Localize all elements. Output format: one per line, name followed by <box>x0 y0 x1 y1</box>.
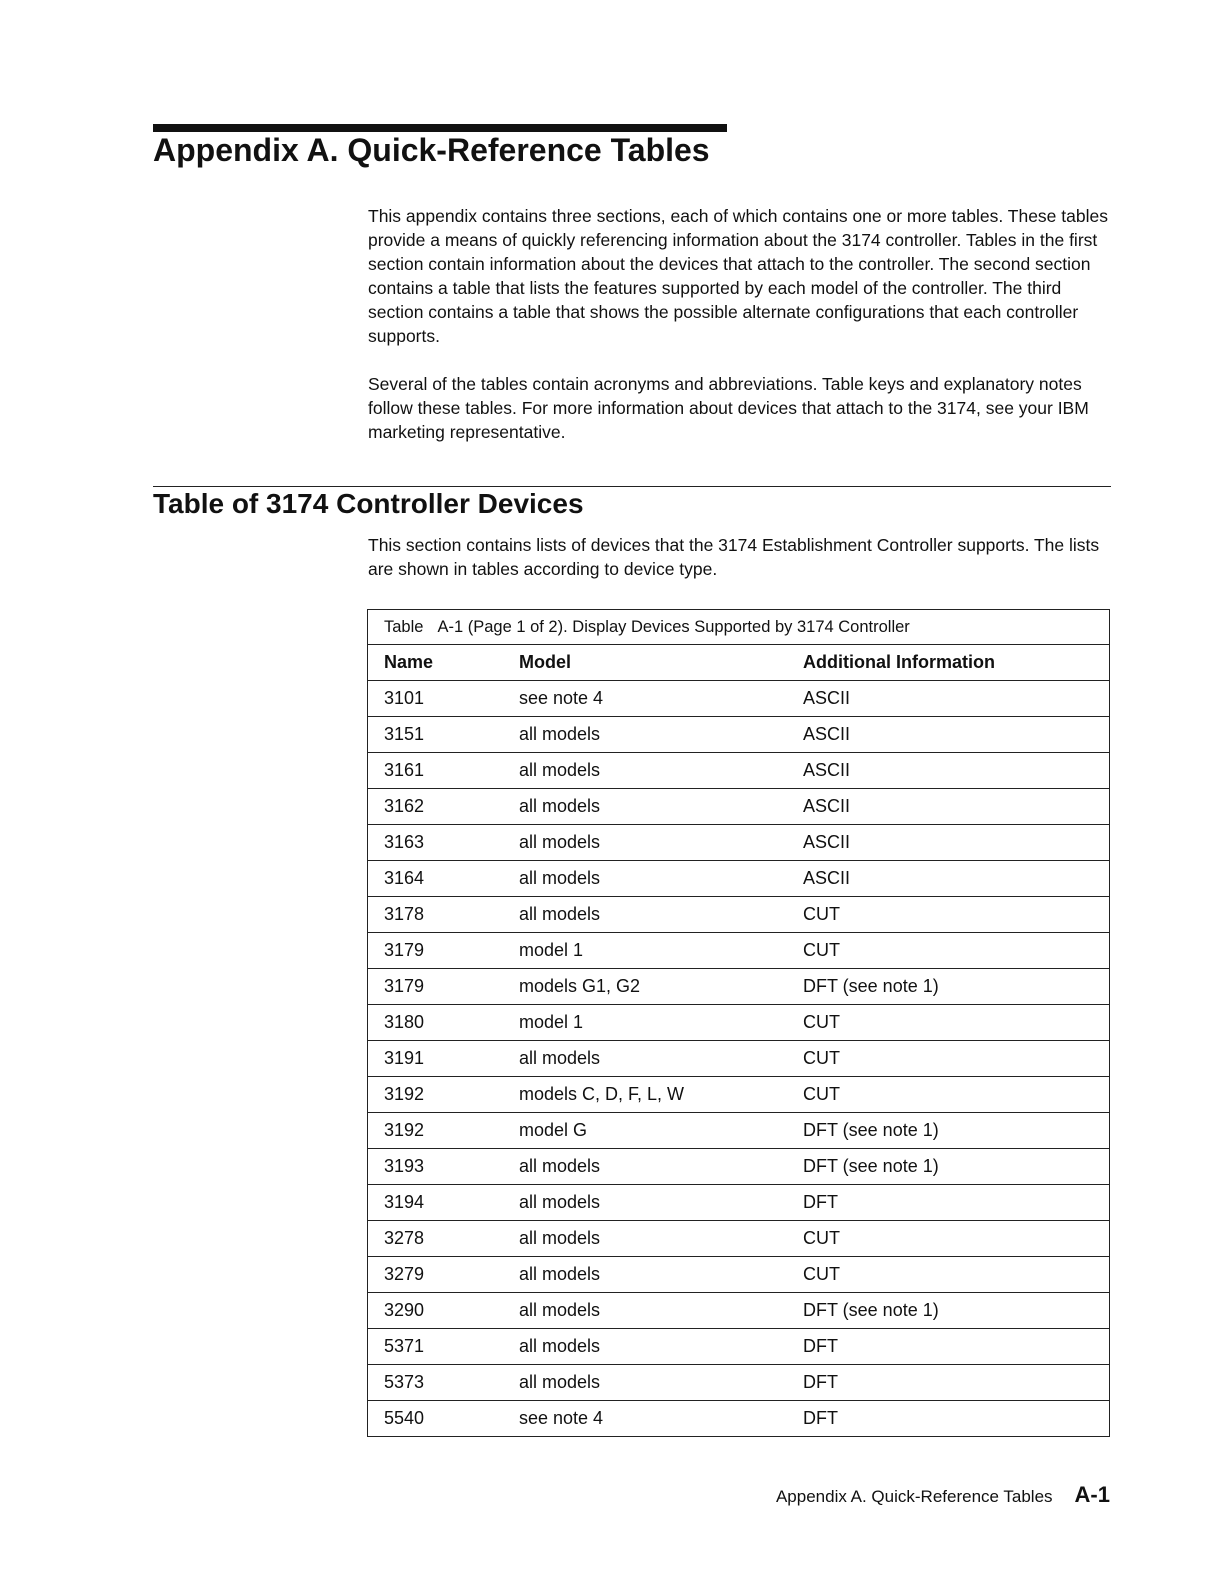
cell-model: all models <box>519 717 803 753</box>
table-row <box>368 933 1109 969</box>
cell-model: model 1 <box>519 933 803 969</box>
cell-model: all models <box>519 825 803 861</box>
cell-info: CUT <box>803 897 1109 933</box>
section-title: Table of 3174 Controller Devices <box>153 488 584 519</box>
cell-model: all models <box>519 1149 803 1185</box>
cell-info: DFT <box>803 1408 838 1428</box>
cell-name: 3161 <box>368 753 519 789</box>
cell-name: 3164 <box>368 861 519 897</box>
table-row <box>368 1293 1109 1329</box>
page-footer <box>776 1482 1110 1508</box>
cell-info: DFT (see note 1) <box>803 1149 1109 1185</box>
cell-name: 3279 <box>368 1257 519 1293</box>
table-row <box>368 1185 1109 1221</box>
cell-model: all models <box>519 1041 803 1077</box>
header-info: Additional Information <box>803 645 1109 681</box>
cell-info: DFT <box>803 1329 1109 1365</box>
cell-model: all models <box>519 1257 803 1293</box>
table-row <box>368 1329 1109 1365</box>
chapter-title: Appendix A. Quick-Reference Tables <box>153 132 710 168</box>
devices-grid <box>368 645 1109 1436</box>
cell-model: all models <box>519 753 803 789</box>
cell-model: all models <box>519 897 803 933</box>
cell-name: 3180 <box>368 1005 519 1041</box>
cell-name: 3194 <box>368 1185 519 1221</box>
cell-info: DFT <box>803 1365 1109 1401</box>
cell-info: ASCII <box>803 861 1109 897</box>
cell-name: 5373 <box>368 1365 519 1401</box>
cell-info: ASCII <box>803 789 1109 825</box>
table-row <box>368 1077 1109 1113</box>
page-number: A-1 <box>1074 1482 1110 1507</box>
table-row <box>368 1257 1109 1293</box>
table-caption-label: Table <box>384 618 424 636</box>
footer-title: Appendix A. Quick-Reference Tables <box>775 1487 1053 1506</box>
table-row <box>368 1041 1109 1077</box>
cell-info: CUT <box>803 1041 1109 1077</box>
table-row <box>368 753 1109 789</box>
cell-info: DFT (see note 1) <box>803 1293 1109 1329</box>
table-row <box>368 1401 1109 1437</box>
cell-info: CUT <box>803 1221 1109 1257</box>
cell-model: see note 4 <box>519 1408 604 1428</box>
cell-info: CUT <box>803 1005 1109 1041</box>
cell-info: DFT (see note 1) <box>803 969 1109 1005</box>
cell-info: ASCII <box>803 681 1109 717</box>
cell-model: all models <box>519 1221 803 1257</box>
cell-model: all models <box>519 1293 803 1329</box>
cell-name: 3151 <box>368 717 519 753</box>
cell-name: 3179 <box>368 969 519 1005</box>
table-row <box>368 789 1109 825</box>
cell-name: 3163 <box>368 825 519 861</box>
cell-info: ASCII <box>803 753 1109 789</box>
cell-model: all models <box>519 861 803 897</box>
table-row <box>368 1149 1109 1185</box>
cell-info: CUT <box>803 933 1109 969</box>
table-row <box>368 681 1109 717</box>
cell-name: 5540 <box>384 1408 425 1428</box>
cell-name: 3191 <box>368 1041 519 1077</box>
cell-name: 3178 <box>368 897 519 933</box>
table-row <box>368 1005 1109 1041</box>
cell-name: 3101 <box>368 681 519 717</box>
table-caption-text: A-1 (Page 1 of 2). Display Devices Supported by 3174 Controller <box>437 618 910 636</box>
cell-model: see note 4 <box>519 681 803 717</box>
cell-model: model 1 <box>519 1005 803 1041</box>
cell-name: 3192 <box>368 1077 519 1113</box>
table-row <box>368 1365 1109 1401</box>
cell-model: models G1, G2 <box>519 969 803 1005</box>
cell-name: 3179 <box>368 933 519 969</box>
cell-model: all models <box>519 789 803 825</box>
cell-name: 3192 <box>368 1113 519 1149</box>
cell-info: ASCII <box>803 717 1109 753</box>
cell-model: model G <box>519 1113 803 1149</box>
table-header-row <box>368 645 1109 681</box>
cell-name: 3193 <box>368 1149 519 1185</box>
section-rule <box>153 486 1111 487</box>
cell-info: ASCII <box>803 825 1109 861</box>
devices-table <box>367 609 1110 1437</box>
header-name: Name <box>368 645 519 681</box>
cell-info: DFT <box>803 1185 1109 1221</box>
cell-model: all models <box>519 1365 803 1401</box>
table-row <box>368 717 1109 753</box>
intro-paragraph-1: This appendix contains three sections, each of which contains one or more tables. These tables provide a means of quickly referencing information about the 3174 controller. Tables in the first section contain information about the devices that attach to the controller. The second section contains a table that lists the features supported by each model of the controller. The third section contains a table that shows the possible alternate configurations that each controller supports. <box>368 206 1108 346</box>
table-row <box>368 1221 1109 1257</box>
table-row <box>368 861 1109 897</box>
table-row <box>368 1113 1109 1149</box>
cell-model: all models <box>519 1329 803 1365</box>
cell-name: 3290 <box>368 1293 519 1329</box>
cell-model: models C, D, F, L, W <box>519 1077 803 1113</box>
table-row <box>368 825 1109 861</box>
table-row <box>368 897 1109 933</box>
cell-name: 3278 <box>368 1221 519 1257</box>
table-caption <box>368 610 1109 645</box>
header-model: Model <box>519 645 803 681</box>
cell-name: 3162 <box>368 789 519 825</box>
cell-info: CUT <box>803 1257 1109 1293</box>
cell-name: 5371 <box>368 1329 519 1365</box>
table-row <box>368 969 1109 1005</box>
cell-model: all models <box>519 1185 803 1221</box>
cell-info: DFT (see note 1) <box>803 1113 1109 1149</box>
intro-paragraph-2: Several of the tables contain acronyms and abbreviations. Table keys and explanatory notes follow these tables. For more information about devices that attach to the 3174, see your IBM marketing representative. <box>368 374 1089 442</box>
section-paragraph: This section contains lists of devices that the 3174 Establishment Controller supports. The lists are shown in tables according to device type. <box>368 535 1100 579</box>
chapter-rule <box>153 124 727 132</box>
cell-info: CUT <box>803 1077 1109 1113</box>
